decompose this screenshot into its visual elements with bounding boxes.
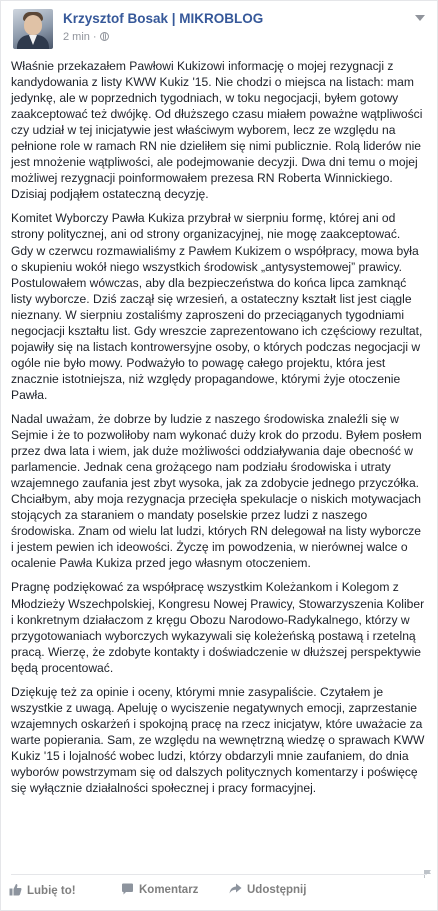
post-paragraph: Nadal uważam, że dobrze by ludzie z naszego środowiska znaleźli się w Sejmie i że to pozwoliłoby nam wykonać duży krok do przodu. Byłem posłem przez dwa lata i wiem, jak duże możliwości oddziaływania daje obecność w parlamencie. Jednak cena grożącego nam podziału środowiska i utraty wzajemnego zaufania jest zbyt wysoka, jak za zdobycie jednego przyczółka. Chciałbym, aby moja rezygnacja przecięła spekulacje o niskich motywacjach stojących za staraniem o mandaty poselskie przez ludzi z naszego środowiska. Znam od wielu lat ludzi, których RN delegował na listy wyborcze i jestem pewien ich ideowości. Życzę im powodzenia, w nierównej walce o ocalenie Pawła Kukiza przed jego własnym otoczeniem. [11, 411, 422, 571]
share-label: Udostępnij [247, 884, 307, 896]
like-button[interactable] [9, 883, 76, 897]
author-name[interactable]: Krzysztof Bosak | MIKROBLOG [63, 11, 264, 26]
post-meta: 2 min · [63, 31, 109, 43]
thumbs-up-icon [9, 883, 22, 896]
author-avatar[interactable] [13, 9, 53, 49]
post-paragraph: Właśnie przekazałem Pawłowi Kukizowi informację o mojej rezygnacji z kandydowania z listy KWW Kukiz '15. Nie chodzi o miejsca na listach: mam jedynkę, ale w poprzednich tygodniach, w toku negocjacji, byłem gotowy zaakceptować też dwójkę. Od dłuższego czasu miałem poważne wątpliwości czy udział w tej inicjatywie jest właściwym wyborem, lecz ze względu na pełnione role w ramach RN nie dzieliłem się nimi publicznie. Rolą liderów nie jest mnożenie wątpliwości, ale podejmowanie decyzji. Dwa dni temu o mojej możliwej rezygnacji poinformowałem prezesa RN Roberta Winnickiego. Dzisiaj podjąłem ostateczną decyzję. [11, 59, 423, 202]
post-body [11, 58, 425, 804]
globe-icon[interactable] [100, 32, 109, 41]
post-paragraph: Komitet Wyborczy Pawła Kukiza przybrał w sierpniu formę, której ani od strony politycznej, ani od strony organizacyjnej, nie mogę zaakceptować. Gdy w czerwcu rozmawialiśmy z Pawłem Kukizem o współpracy, mowa była o skupieniu wokół niego wszystkich środowisk „antysystemowej” prawicy. Postulowałem wówczas, aby dla bezpieczeństwa do końca lipca zamknąć listy wyborcze. Dziś zaczął się wrzesień, a ostateczny kształt list jest ciągle nieznany. W sierpniu zostaliśmy zaproszeni do przeciąganych tygodniami negocjacji kształtu list. Gdy wreszcie zaprezentowano ich częściowy rezultat, pojawiły się na listach kontrowersyjne osoby, o których podczas negocjacji w ogóle nie było mowy. Podważyło to powagę całego projektu, która jest znacznie istotniejsza, niż względy propagandowe, którymi żyje otoczenie Pawła. [11, 211, 423, 402]
comment-button[interactable] [121, 883, 198, 896]
post-actions [9, 881, 427, 903]
post-timestamp[interactable]: 2 min [63, 31, 90, 43]
share-icon [229, 883, 242, 895]
post-header [13, 9, 425, 51]
actions-divider [11, 874, 427, 875]
post-paragraph: Pragnę podziękować za współpracę wszystkim Koleżankom i Kolegom z Młodzieży Wszechpolskiej, Kongresu Nowej Prawicy, Stowarzyszenia Koliber i konkretnym działaczom z kręgu Obozu Narodowo-Radykalnego, którzy w przygotowaniach wyborczych wykazywali się koleżeńską postawą i rzetelną pracą. Wierzę, że zdobyte kontakty i doświadczenie w dłuższej perspektywie będą procentować. [11, 580, 425, 675]
post-paragraph: Dziękuję też za opinie i oceny, którymi mnie zasypaliście. Czytałem je wszystkie z uwagą. Apeluję o wyciszenie negatywnych emocji, zaprzestanie wzajemnych oskarżeń i spokojną pracę na rzecz inicjatyw, które uważacie za warte popierania. Sam, ze względu na wewnętrzną wiedzę o sprawach KWW Kukiz '15 i lojalność wobec ludzi, którzy obdarzyli mnie zaufaniem, do dnia wyborów powstrzymam się od dalszych politycznych komentarzy i poświęcę się wyłącznie działalności społecznej i pracy formacyjnej. [11, 684, 425, 796]
share-button[interactable] [229, 883, 306, 896]
like-label: Lubię to! [27, 885, 76, 897]
chevron-down-icon[interactable] [415, 15, 425, 21]
comment-label: Komentarz [139, 884, 199, 896]
comment-icon [121, 883, 134, 895]
